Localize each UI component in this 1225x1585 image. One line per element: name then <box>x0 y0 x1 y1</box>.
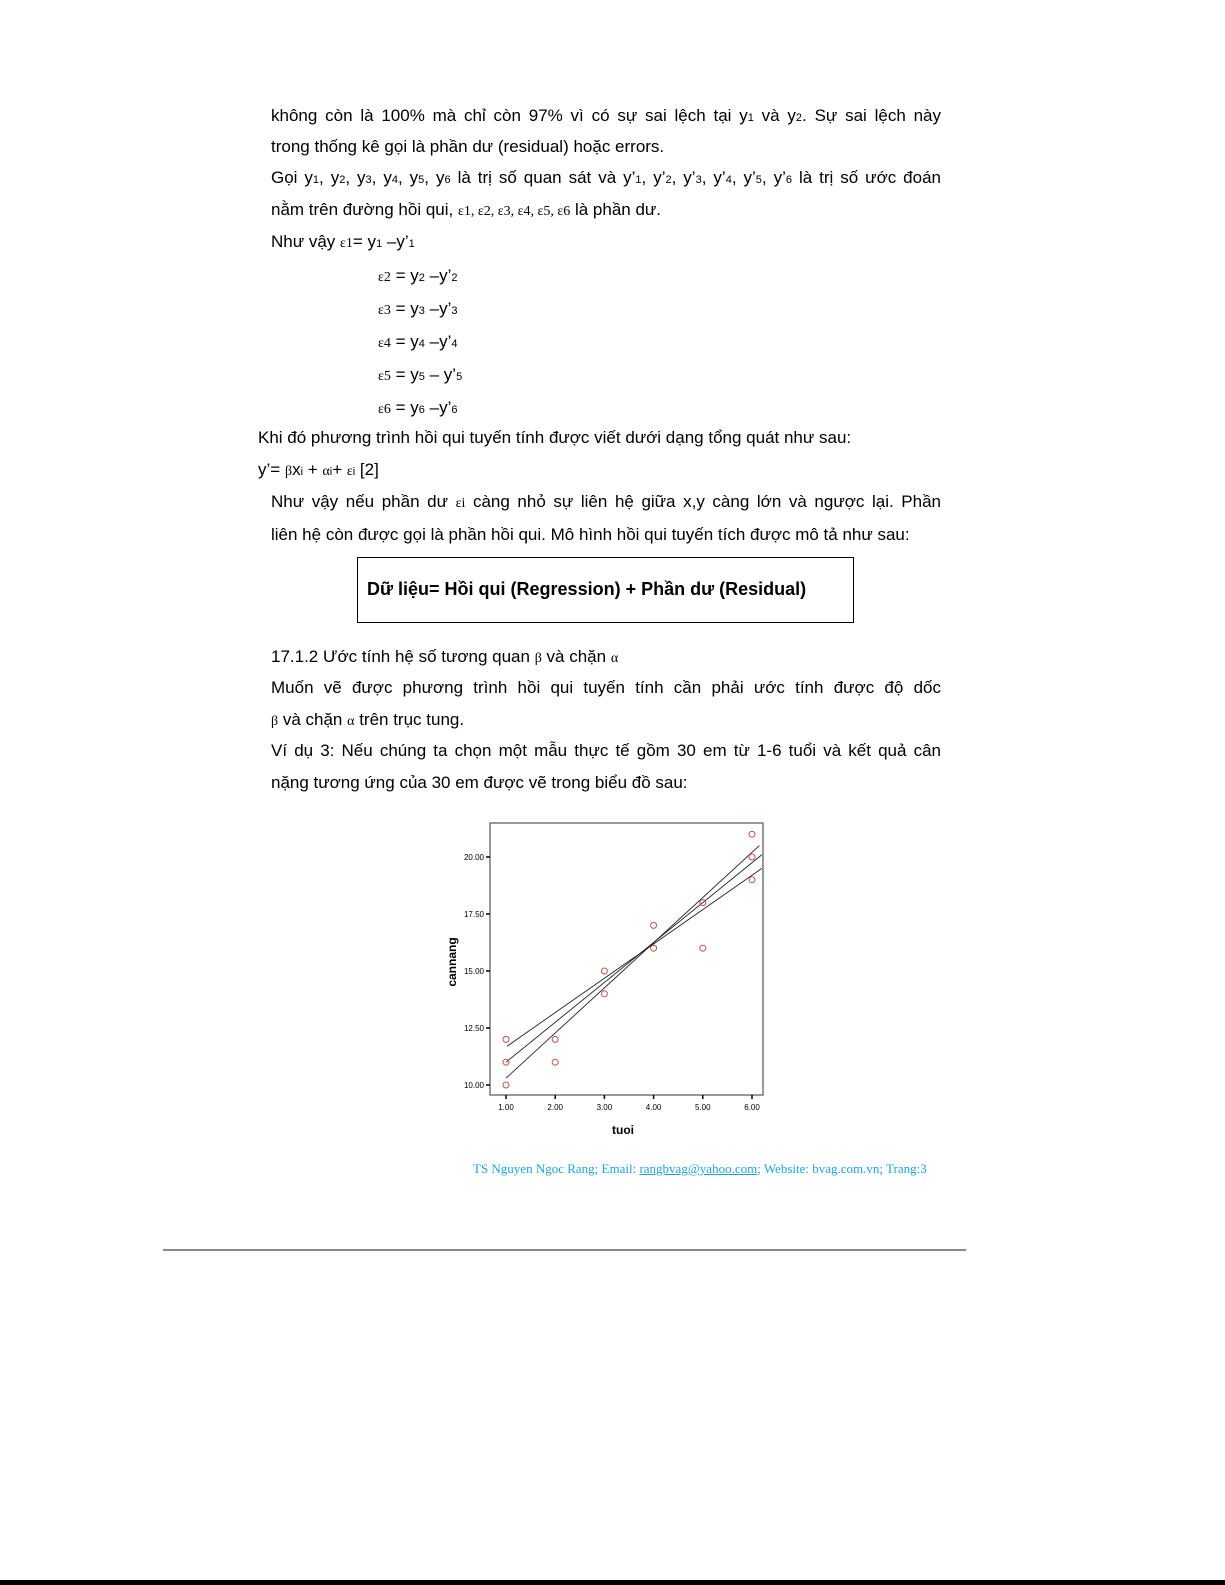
subscript: 4 <box>451 338 458 350</box>
text-segment: –y’ <box>424 332 452 351</box>
subscript: 3 <box>695 174 702 186</box>
text-segment: nặng tương ứng của 30 em được vẽ trong biểu đồ sau: <box>271 773 688 792</box>
text-line <box>271 740 941 762</box>
subscript: 5 <box>755 174 762 186</box>
boxed-formula: Dữ liệu= Hồi qui (Regression) + Phần dư (Residual) <box>367 579 807 599</box>
text-line <box>271 199 661 223</box>
y-tick-label: 10.00 <box>463 1081 484 1090</box>
text-segment: không còn là 100% mà chỉ còn 97% vì có sự sai lệch tại y <box>271 106 748 125</box>
subscript: 2 <box>665 174 672 186</box>
subscript: 6 <box>444 174 451 186</box>
greek-symbol: ε4 <box>378 336 391 351</box>
text-line <box>271 167 941 191</box>
text-line <box>271 677 941 699</box>
text-segment: + <box>332 460 347 479</box>
greek-symbol: β <box>271 714 279 729</box>
plot-frame <box>490 823 763 1095</box>
text-segment: y’= <box>258 460 285 479</box>
text-segment: liên hệ còn được gọi là phần hồi qui. Mô hình hồi qui tuyến tích được mô tả như sau: <box>271 525 910 544</box>
x-tick-label: 1.00 <box>498 1103 514 1112</box>
y-tick-label: 20.00 <box>463 853 484 862</box>
greek-symbol: ε5 <box>378 369 391 384</box>
subscript: 6 <box>451 404 458 416</box>
text-line <box>378 397 457 421</box>
subscript: 3 <box>365 174 372 186</box>
text-segment: = y <box>390 398 419 417</box>
x-axis-label: tuoi <box>612 1123 634 1137</box>
text-segment: trên trục tung. <box>354 710 465 729</box>
subscript: i <box>300 466 304 478</box>
greek-symbol: ε <box>346 464 353 479</box>
text-segment: , y’ <box>641 168 666 187</box>
text-segment: 17.1.2 Ước tính hệ số tương quan <box>271 647 535 666</box>
greek-symbol: εi <box>455 496 466 511</box>
greek-symbol: ε1 <box>340 236 353 251</box>
subscript: 2 <box>795 112 803 124</box>
subscript: 4 <box>391 174 398 186</box>
text-segment: , y’ <box>671 168 696 187</box>
subscript: 1 <box>408 238 415 250</box>
subscript: 5 <box>456 371 463 383</box>
y-tick-label: 12.50 <box>463 1024 484 1033</box>
footer-email-link[interactable]: rangbvag@yahoo.com <box>639 1161 758 1176</box>
text-line <box>378 265 457 289</box>
greek-symbol: α <box>347 714 355 729</box>
text-segment: + <box>303 460 323 479</box>
text-segment: = y <box>390 266 419 285</box>
y-tick-label: 15.00 <box>463 967 484 976</box>
greek-symbol: ε6 <box>378 402 391 417</box>
text-segment: = y <box>390 332 419 351</box>
text-line <box>271 491 941 515</box>
text-segment: Như vậy <box>271 232 341 251</box>
text-line <box>271 646 618 670</box>
subscript: 3 <box>418 305 425 317</box>
x-tick-label: 6.00 <box>744 1103 760 1112</box>
text-segment: , y’ <box>761 168 786 187</box>
x-tick-label: 2.00 <box>547 1103 563 1112</box>
footer-website-page: ; Website: bvag.com.vn; Trang:3 <box>757 1161 927 1176</box>
text-line <box>271 231 415 255</box>
text-segment: Ví dụ 3: Nếu chúng ta chọn một mẫu thực tế gồm 30 em từ 1-6 tuổi và kết quả cân <box>271 741 941 760</box>
greek-symbol: α <box>610 651 619 666</box>
footer-author: TS Nguyen Ngoc Rang; Email: <box>473 1161 640 1176</box>
text-segment: x <box>292 460 301 479</box>
text-segment: –y’ <box>424 266 452 285</box>
text-segment: –y’ <box>424 299 452 318</box>
subscript: i <box>352 466 356 478</box>
page-divider <box>163 1249 966 1251</box>
text-segment: , y’ <box>701 168 726 187</box>
text-segment: , y’ <box>731 168 756 187</box>
subscript: 6 <box>418 404 425 416</box>
text-line <box>378 364 462 388</box>
text-segment: là trị số ước đoán <box>792 168 941 187</box>
subscript: 6 <box>785 174 792 186</box>
text-segment: , y <box>345 168 366 187</box>
x-tick-label: 4.00 <box>645 1103 662 1112</box>
subscript: 3 <box>451 305 458 317</box>
text-line <box>271 105 941 129</box>
subscript: 2 <box>451 272 458 284</box>
text-segment: và chặn <box>278 710 348 729</box>
page-footer <box>473 1161 927 1177</box>
greek-symbol: α <box>322 464 330 479</box>
text-line <box>258 427 851 449</box>
text-line <box>378 331 457 355</box>
subscript: 2 <box>418 272 425 284</box>
text-segment: = y <box>352 232 377 251</box>
x-tick-label: 3.00 <box>596 1103 613 1112</box>
subscript: 1 <box>635 174 642 186</box>
text-segment: và chặn <box>541 647 611 666</box>
text-segment: – y’ <box>424 365 457 384</box>
subscript: 5 <box>418 174 425 186</box>
text-line <box>271 709 464 733</box>
greek-symbol: ε1, ε2, ε3, ε4, ε5, ε6 <box>457 204 571 219</box>
subscript: 2 <box>339 174 346 186</box>
text-segment: Như vậy nếu phần dư <box>271 492 456 511</box>
greek-symbol: β <box>284 464 293 479</box>
text-segment: = y <box>390 365 419 384</box>
text-line <box>258 459 379 483</box>
subscript: 1 <box>376 238 383 250</box>
scatter-chart <box>440 815 780 1145</box>
page-bottom-border <box>0 1580 1225 1585</box>
formula-box <box>357 557 854 623</box>
subscript: 4 <box>418 338 425 350</box>
subscript: 1 <box>747 112 754 124</box>
text-segment: = y <box>390 299 419 318</box>
text-line <box>271 772 688 794</box>
greek-symbol: ε2 <box>378 270 391 285</box>
text-segment: càng nhỏ sự liên hệ giữa x,y càng lớn và ngược lại. Phần <box>465 492 942 511</box>
text-segment: , y <box>424 168 445 187</box>
text-segment: –y’ <box>382 232 409 251</box>
text-segment: nằm trên đường hồi qui, <box>271 200 458 219</box>
text-line <box>271 524 910 546</box>
greek-symbol: β <box>534 651 542 666</box>
text-segment: , y <box>319 168 340 187</box>
greek-symbol: ε3 <box>378 303 391 318</box>
subscript: 5 <box>418 371 425 383</box>
y-axis-label: cannang <box>445 937 459 987</box>
text-line <box>271 136 664 158</box>
text-line <box>378 298 457 322</box>
text-segment: . Sự sai lệch này <box>802 106 941 125</box>
text-segment: Gọi y <box>271 168 313 187</box>
text-segment: là phần dư. <box>570 200 662 219</box>
text-segment: –y’ <box>424 398 452 417</box>
text-segment: [2] <box>355 460 379 479</box>
subscript: i <box>329 466 333 478</box>
text-segment: trong thống kê gọi là phần dư (residual) hoặc errors. <box>271 137 665 156</box>
subscript: 4 <box>725 174 732 186</box>
text-segment: là trị số quan sát và y’ <box>450 168 636 187</box>
text-segment: , y <box>397 168 419 187</box>
subscript: 1 <box>312 174 320 186</box>
text-segment: Muốn vẽ được phương trình hồi qui tuyến tính cần phải ước tính được độ dốc <box>271 678 941 697</box>
text-segment: Khi đó phương trình hồi qui tuyến tính được viết dưới dạng tổng quát như sau: <box>258 428 852 447</box>
text-segment: , y <box>371 168 392 187</box>
text-segment: và y <box>753 106 796 125</box>
y-tick-label: 17.50 <box>463 910 484 919</box>
x-tick-label: 5.00 <box>695 1103 711 1112</box>
